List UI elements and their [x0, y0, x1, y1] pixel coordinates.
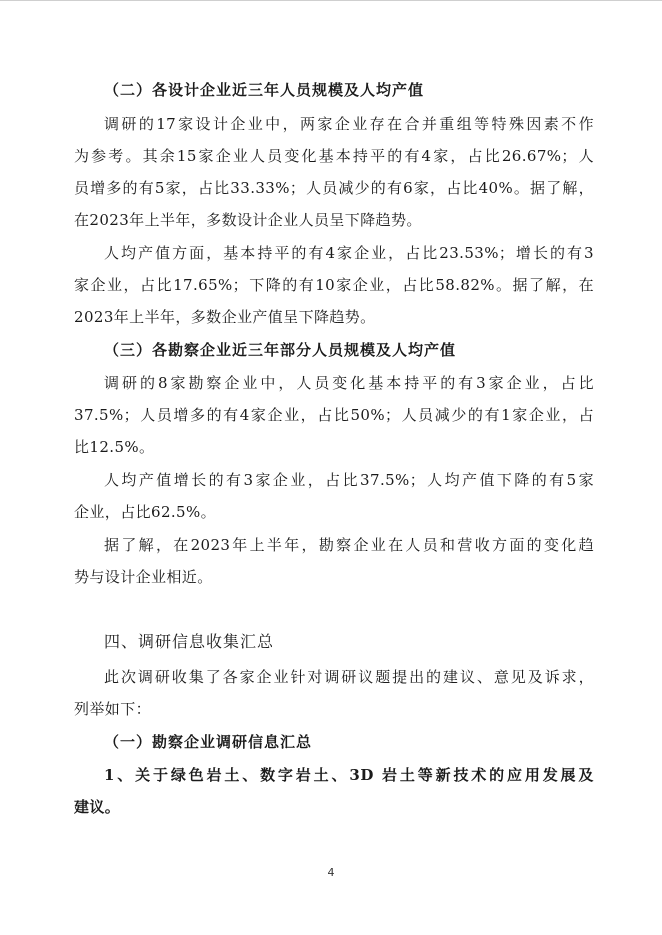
item-heading-line: 1、关于绿色岩土、数字岩土、3D 岩土等新技术的应用发展及	[104, 766, 594, 784]
paragraph-line: 为参考。其余15家企业人员变化基本持平的有4家，占比26.67%；人	[74, 147, 594, 165]
paragraph-line: 家企业，占比17.65%；下降的有10家企业，占比58.82%。据了解，在	[74, 276, 594, 294]
paragraph-line: 调研的17家设计企业中，两家企业存在合并重组等特殊因素不作	[104, 115, 594, 133]
paragraph-line: 人均产值增长的有3家企业，占比37.5%；人均产值下降的有5家	[104, 471, 594, 489]
page-number: 4	[327, 866, 335, 879]
section-heading-info-summary: 四、调研信息收集汇总	[104, 632, 275, 651]
paragraph-line: 37.5%；人员增多的有4家企业，占比50%；人员减少的有1家企业，占	[74, 406, 594, 424]
paragraph-line: 列举如下：	[74, 700, 152, 718]
paragraph-line: 人均产值方面，基本持平的有4家企业，占比23.53%；增长的有3	[104, 244, 594, 262]
subsection-heading-survey-info: （一）勘察企业调研信息汇总	[104, 733, 313, 751]
page-top-border	[0, 0, 662, 1]
paragraph-line: 在2023年上半年，多数设计企业人员呈下降趋势。	[74, 211, 422, 229]
paragraph-line: 调研的8家勘察企业中，人员变化基本持平的有3家企业，占比	[104, 374, 594, 392]
paragraph-line: 2023年上半年，多数企业产值呈下降趋势。	[74, 308, 376, 326]
paragraph-line: 企业，占比62.5%。	[74, 503, 217, 521]
paragraph-line: 比12.5%。	[74, 438, 155, 456]
paragraph-line: 员增多的有5家，占比33.33%；人员减少的有6家，占比40%。据了解，	[74, 179, 594, 197]
section-heading-survey-staff: （三）各勘察企业近三年部分人员规模及人均产值	[104, 341, 457, 359]
paragraph-line: 此次调研收集了各家企业针对调研议题提出的建议、意见及诉求，	[104, 668, 594, 686]
paragraph-line: 据了解，在2023年上半年，勘察企业在人员和营收方面的变化趋	[104, 536, 594, 554]
section-heading-design-staff: （二）各设计企业近三年人员规模及人均产值	[104, 81, 425, 99]
paragraph-line: 势与设计企业相近。	[74, 568, 213, 586]
item-heading-line: 建议。	[74, 798, 121, 816]
